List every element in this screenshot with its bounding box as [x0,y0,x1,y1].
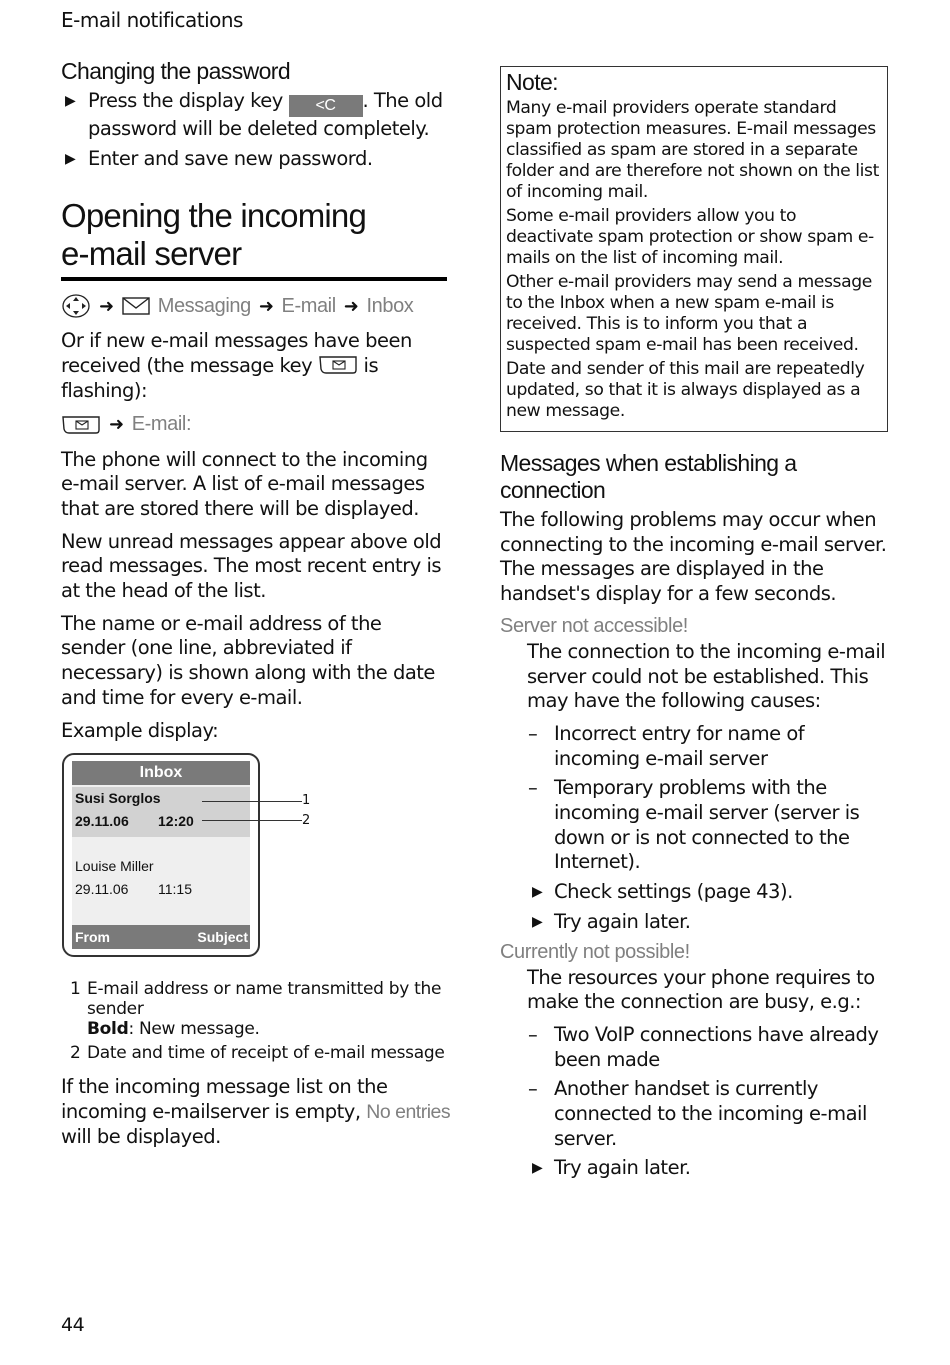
footnote-rest: : New message. [128,1019,260,1040]
callout-line [202,801,302,802]
bullet-arrow-icon: ▶ [532,913,543,930]
paragraph-text: will be displayed. [61,1124,221,1148]
dash-item: – Two VoIP connections have already been made [528,1022,879,1071]
bullet-text: Enter and save new password. [88,146,373,170]
display-text-no-entries: No entries [366,1100,451,1123]
entry-sender: Susi Sorglos [75,790,161,807]
dash-text: Another handset is currently connected to the incoming e-mail server. [554,1077,867,1150]
footnote-number: 2 [70,1043,81,1064]
right-column [500,66,890,1186]
paragraph-text: is flashing): [61,354,379,402]
entry-sender: Louise Miller [75,858,154,875]
entry-date: 29.11.06 [75,881,129,898]
note-paragraph: Other e-mail providers may send a message to the Inbox when a new spam e-mail is received. This is to inform you that a suspected spam e-mail has been received. [506,272,872,355]
display-title: Inbox [72,761,250,785]
paragraph: The resources your phone requires to make the connection are busy, e.g.: [527,965,875,1014]
bullet-arrow-icon: ▶ [532,884,543,901]
note-paragraph: Many e-mail providers operate standard spam protection measures. E-mail messages classified as spam are stored in a separate folder and are therefore not shown on the list of incoming mail. [506,98,879,202]
arrow-right-icon: ➜ [343,295,359,316]
bullet-text: . The old password will be deleted completely. [88,89,443,140]
section-title-line: e-mail server [61,235,242,273]
bullet-item [500,1156,890,1181]
softkey-from: From [75,929,110,946]
paragraph: Example display: [61,718,219,742]
display-key-c-icon: <C [289,95,363,117]
section-title-line: Opening the incoming [61,197,367,235]
message-key-icon [61,415,101,435]
paragraph [61,1075,451,1149]
message-currently-not-possible: Currently not possible! [500,940,690,963]
dash-item: – Temporary problems with the incoming e-mail server (server is down or is not connected to the Internet). [528,776,860,874]
paragraph: The name or e-mail address of the sender (one line, abbreviated if necessary) is shown along with the date and time for every e-mail. [61,611,435,709]
footnote-text: E-mail address or name transmitted by the sender [87,979,442,1020]
paragraph: The phone will connect to the incoming e-mail server. A list of e-mail messages that are stored there will be displayed. [61,447,428,520]
bullet-item [61,147,451,172]
footnote-text: Date and time of receipt of e-mail message [87,1043,445,1064]
footnote-bold: Bold [87,1019,129,1040]
paragraph: The following problems may occur when connecting to the incoming e-mail server. The messages are displayed in the handset's display for a few seconds. [500,508,887,606]
softkey-subject: Subject [197,929,248,946]
bullet-item [500,880,890,905]
menu-item-email: E-mail [281,294,336,317]
footnote-text [87,1019,451,1039]
menu-path [61,293,451,319]
subheading-changing-password: Changing the password [61,58,291,84]
example-display [62,753,311,957]
left-column [61,58,451,1157]
bullet-item [500,910,890,935]
footnote [61,1043,451,1063]
section-title [61,197,447,281]
note-box [500,66,888,432]
bullet-text: Check settings (page 43). [554,880,793,904]
entry-date: 29.11.06 [75,813,129,830]
paragraph: The connection to the incoming e-mail server could not be established. This may have the following causes: [527,639,886,713]
callout-line [202,820,302,821]
dash-item: – Another handset is currently connected to the incoming e-mail server. [528,1077,867,1150]
note-paragraph: Some e-mail providers allow you to deactivate spam protection or show spam e-mails on the list of incoming mail. [506,206,874,268]
bullet-text: Press the display key [88,89,283,112]
dash-text: Two VoIP connections have already been made [554,1022,879,1071]
display-screen [72,761,250,949]
paragraph-text: Or if new e-mail messages have been received (the message key [61,329,412,378]
paragraph-text: If the incoming message list on the incoming e-mailserver is empty, [61,1075,388,1123]
callout-number: 2 [302,813,311,829]
bullet-text: Try again later. [554,909,691,933]
arrow-right-icon: ➜ [258,295,274,316]
bullet-item [61,89,451,142]
menu-item-email: E-mail: [131,413,192,436]
message-server-not-accessible: Server not accessible! [500,614,688,637]
bullet-text: Try again later. [554,1156,691,1180]
subheading-messages: Messages when establishing a connection [500,450,797,503]
display-softkeys [72,925,250,949]
page-number: 44 [61,1314,85,1336]
note-title: Note: [506,69,558,95]
callout-number: 1 [302,793,311,809]
bullet-arrow-icon: ▶ [65,93,76,109]
paragraph [61,329,451,403]
footnote-list [61,979,451,1063]
paragraph: New unread messages appear above old read messages. The most recent entry is at the head of the list. [61,529,442,603]
footnote [61,979,451,1039]
entry-time: 11:15 [158,881,192,898]
note-paragraph: Date and sender of this mail are repeatedly updated, so that it is always displayed as a new message. [506,359,865,421]
message-key-icon [318,355,358,375]
arrow-right-icon: ➜ [99,295,114,316]
dash-text: Temporary problems with the incoming e-mail server (server is down or is not connected to the Internet). [554,776,860,874]
dash-text: Incorrect entry for name of incoming e-mail server [554,721,805,770]
envelope-icon [122,296,150,316]
arrow-right-icon: ➜ [109,414,124,435]
menu-item-inbox: Inbox [366,294,414,317]
menu-item-messaging: Messaging [157,294,251,317]
bullet-arrow-icon: ▶ [65,150,76,167]
dash-item: – Incorrect entry for name of incoming e-mail server [528,721,805,770]
entry-time: 12:20 [158,813,194,830]
menu-path-email [61,412,451,438]
bullet-arrow-icon: ▶ [532,1160,543,1177]
footnote-number: 1 [70,979,81,1000]
control-key-icon [61,293,91,319]
running-header: E-mail notifications [61,8,243,32]
